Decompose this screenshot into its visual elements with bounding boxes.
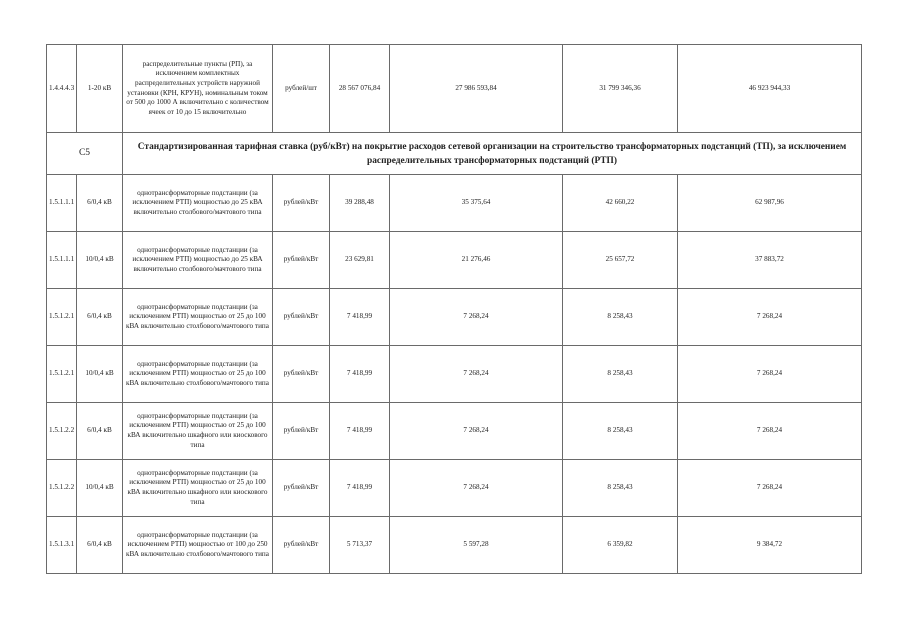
row-value-4: 7 268,24 [678,403,862,460]
row-code: 1.5.1.1.1 [47,175,77,232]
row-unit: рублей/кВт [273,403,330,460]
row-value-4: 37 883,72 [678,232,862,289]
section-header-row [47,133,862,175]
row-value-1: 7 418,99 [330,346,390,403]
row-value-2: 7 268,24 [390,460,563,517]
table-row [47,232,862,289]
row-value-4: 46 923 944,33 [678,45,862,133]
row-code: 1.5.1.2.2 [47,403,77,460]
row-description: однотрансформаторные подстанции (за исключением РТП) мощностью от 25 до 100 кВА включительно столбового/мачтового типа [123,346,273,403]
row-value-3: 25 657,72 [563,232,678,289]
row-value-4: 7 268,24 [678,460,862,517]
row-unit: рублей/кВт [273,289,330,346]
row-voltage: 6/0,4 кВ [77,175,123,232]
row-value-2: 7 268,24 [390,289,563,346]
row-value-1: 28 567 076,84 [330,45,390,133]
row-unit: рублей/шт [273,45,330,133]
row-value-1: 7 418,99 [330,460,390,517]
row-code: 1.5.1.2.2 [47,460,77,517]
table-row [47,346,862,403]
row-code: 1.5.1.3.1 [47,517,77,574]
row-unit: рублей/кВт [273,346,330,403]
row-value-1: 5 713,37 [330,517,390,574]
row-value-2: 21 276,46 [390,232,563,289]
row-voltage: 1-20 кВ [77,45,123,133]
row-voltage: 6/0,4 кВ [77,403,123,460]
row-value-3: 8 258,43 [563,403,678,460]
table-row [47,517,862,574]
row-value-3: 8 258,43 [563,289,678,346]
row-description: однотрансформаторные подстанции (за исключением РТП) мощностью от 25 до 100 кВА включительно шкафного или киоскового типа [123,460,273,517]
row-value-3: 8 258,43 [563,460,678,517]
section-title: Стандартизированная тарифная ставка (руб/кВт) на покрытие расходов сетевой организации на строительство трансформаторных подстанций (ТП), за исключением распределительных трансформаторных подстанций (РТП) [123,133,862,175]
row-value-1: 23 629,81 [330,232,390,289]
row-value-4: 7 268,24 [678,289,862,346]
row-value-4: 9 384,72 [678,517,862,574]
row-value-2: 35 375,64 [390,175,563,232]
row-code: 1.5.1.1.1 [47,232,77,289]
row-unit: рублей/кВт [273,232,330,289]
row-value-2: 27 986 593,84 [390,45,563,133]
row-unit: рублей/кВт [273,460,330,517]
row-value-4: 62 987,96 [678,175,862,232]
row-description: однотрансформаторные подстанции (за исключением РТП) мощностью от 25 до 100 кВА включительно шкафного или киоскового типа [123,403,273,460]
row-value-1: 7 418,99 [330,289,390,346]
row-value-3: 42 660,22 [563,175,678,232]
row-code: 1.5.1.2.1 [47,289,77,346]
row-description: распределительные пункты (РП), за исключением комплектных распределительных устройств наружной установки (КРН, КРУН), номинальным током от 500 до 1000 А включительно с количеством ячеек от 10 до 15 включительно [123,45,273,133]
row-value-3: 8 258,43 [563,346,678,403]
row-voltage: 10/0,4 кВ [77,232,123,289]
row-value-2: 7 268,24 [390,403,563,460]
row-value-4: 7 268,24 [678,346,862,403]
table-row [47,403,862,460]
row-value-1: 7 418,99 [330,403,390,460]
row-voltage: 10/0,4 кВ [77,346,123,403]
row-value-1: 39 288,48 [330,175,390,232]
row-value-2: 7 268,24 [390,346,563,403]
row-value-3: 31 799 346,36 [563,45,678,133]
row-unit: рублей/кВт [273,175,330,232]
row-description: однотрансформаторные подстанции (за исключением РТП) мощностью до 25 кВА включительно столбового/мачтового типа [123,232,273,289]
row-voltage: 6/0,4 кВ [77,289,123,346]
row-code: 1.5.1.2.1 [47,346,77,403]
row-value-2: 5 597,28 [390,517,563,574]
table-row [47,45,862,133]
section-code: С5 [47,133,123,175]
table-row [47,460,862,517]
row-unit: рублей/кВт [273,517,330,574]
row-voltage: 10/0,4 кВ [77,460,123,517]
row-code: 1.4.4.4.3 [47,45,77,133]
row-description: однотрансформаторные подстанции (за исключением РТП) мощностью от 100 до 250 кВА включительно столбового/мачтового типа [123,517,273,574]
row-description: однотрансформаторные подстанции (за исключением РТП) мощностью до 25 кВА включительно столбового/мачтового типа [123,175,273,232]
tariff-table [46,44,862,574]
row-value-3: 6 359,82 [563,517,678,574]
row-voltage: 6/0,4 кВ [77,517,123,574]
table-row [47,175,862,232]
table-row [47,289,862,346]
row-description: однотрансформаторные подстанции (за исключением РТП) мощностью от 25 до 100 кВА включительно столбового/мачтового типа [123,289,273,346]
